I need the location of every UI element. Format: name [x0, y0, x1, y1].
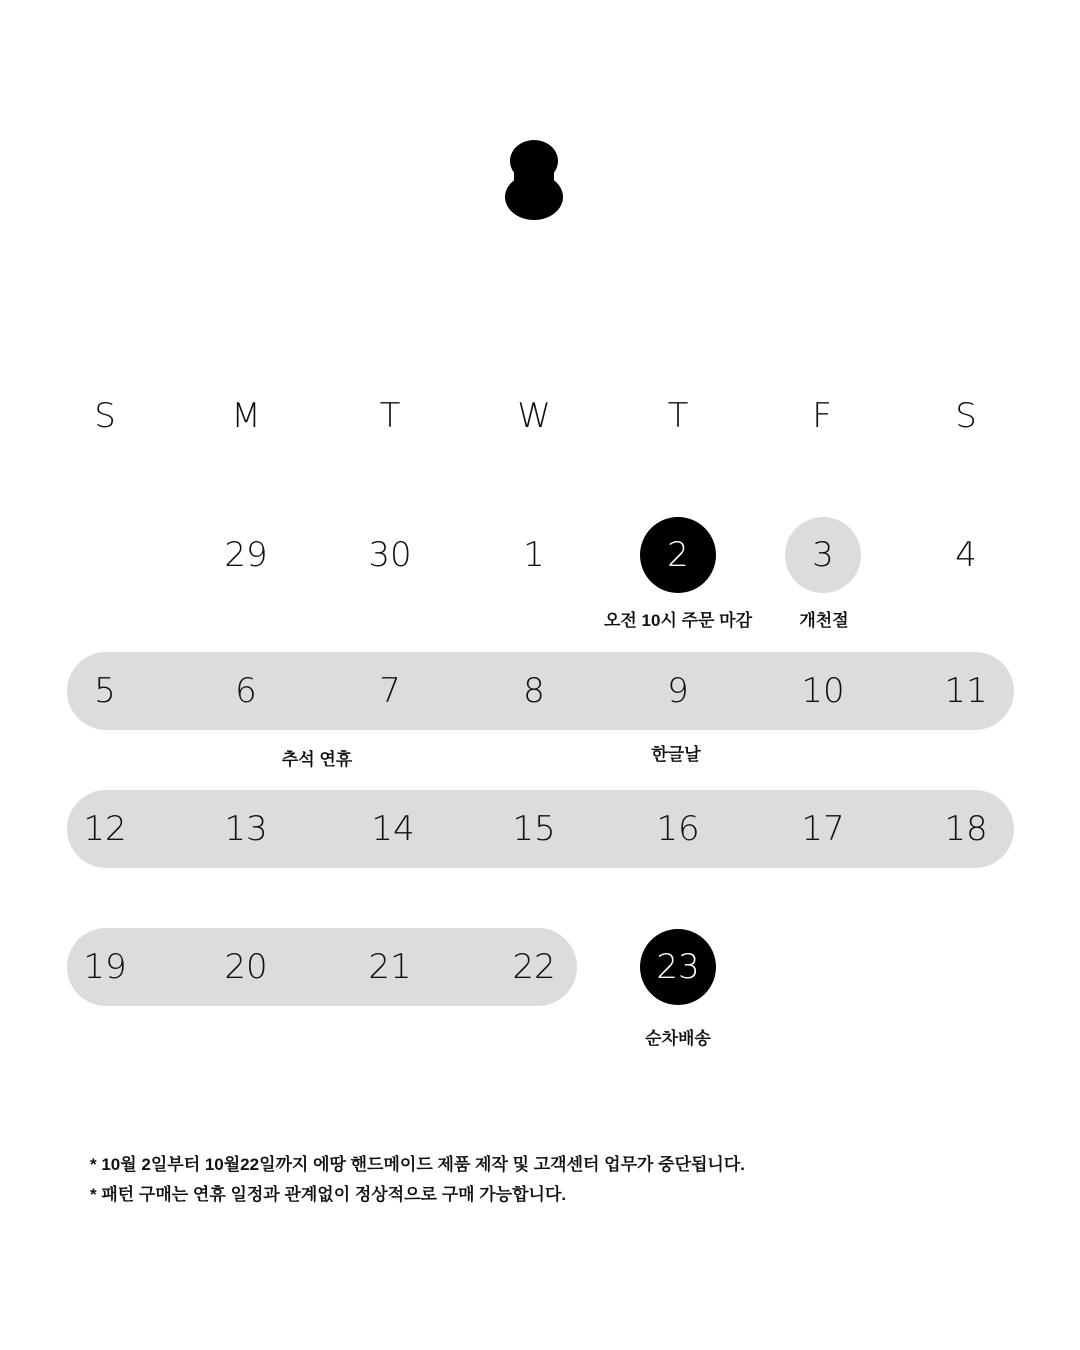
day-13: 13	[224, 809, 268, 849]
day-7: 7	[379, 671, 401, 711]
day-19: 19	[83, 947, 127, 987]
note-foundation-day: 개천절	[799, 611, 849, 630]
day-4: 4	[955, 535, 977, 575]
day-1: 1	[523, 535, 545, 575]
weekday-thu: T	[667, 396, 689, 436]
day-8: 8	[523, 671, 545, 711]
weekday-mon: M	[231, 396, 261, 436]
day-20: 20	[224, 947, 268, 987]
day-17: 17	[801, 809, 845, 849]
weekday-wed: W	[517, 396, 551, 436]
day-14: 14	[371, 809, 415, 849]
day-6: 6	[235, 671, 257, 711]
day-10: 10	[801, 671, 845, 711]
footnotes	[90, 1150, 990, 1210]
day-12: 12	[83, 809, 127, 849]
day-2: 2	[667, 535, 689, 575]
note-chuseok: 추석 연휴	[281, 750, 353, 769]
day-30: 30	[368, 535, 412, 575]
note-hangul-day: 한글날	[651, 745, 701, 764]
numeral-8-logo	[505, 140, 563, 220]
day-29: 29	[224, 535, 268, 575]
day-22: 22	[512, 947, 556, 987]
footnote-pattern-purchase: * 패턴 구매는 연휴 일정과 관계없이 정상적으로 구매 가능합니다.	[90, 1185, 567, 1204]
day-18: 18	[944, 809, 988, 849]
note-shipping: 순차배송	[645, 1029, 711, 1048]
weekday-sat: S	[955, 396, 977, 436]
footnote-closure: * 10월 2일부터 10월22일까지 에땅 핸드메이드 제품 제작 및 고객센터 업무가 중단됩니다.	[90, 1155, 745, 1174]
day-23: 23	[656, 947, 700, 987]
weekday-sun: S	[94, 396, 116, 436]
weekday-tue: T	[379, 396, 401, 436]
day-5: 5	[94, 671, 116, 711]
weekday-fri: F	[812, 396, 832, 436]
weekday-header	[0, 392, 1080, 440]
note-order-deadline: 오전 10시 주문 마감	[603, 611, 753, 630]
day-21: 21	[368, 947, 412, 987]
day-3: 3	[812, 535, 834, 575]
day-11: 11	[944, 671, 988, 711]
day-15: 15	[512, 809, 556, 849]
day-16: 16	[656, 809, 700, 849]
day-9: 9	[667, 671, 689, 711]
